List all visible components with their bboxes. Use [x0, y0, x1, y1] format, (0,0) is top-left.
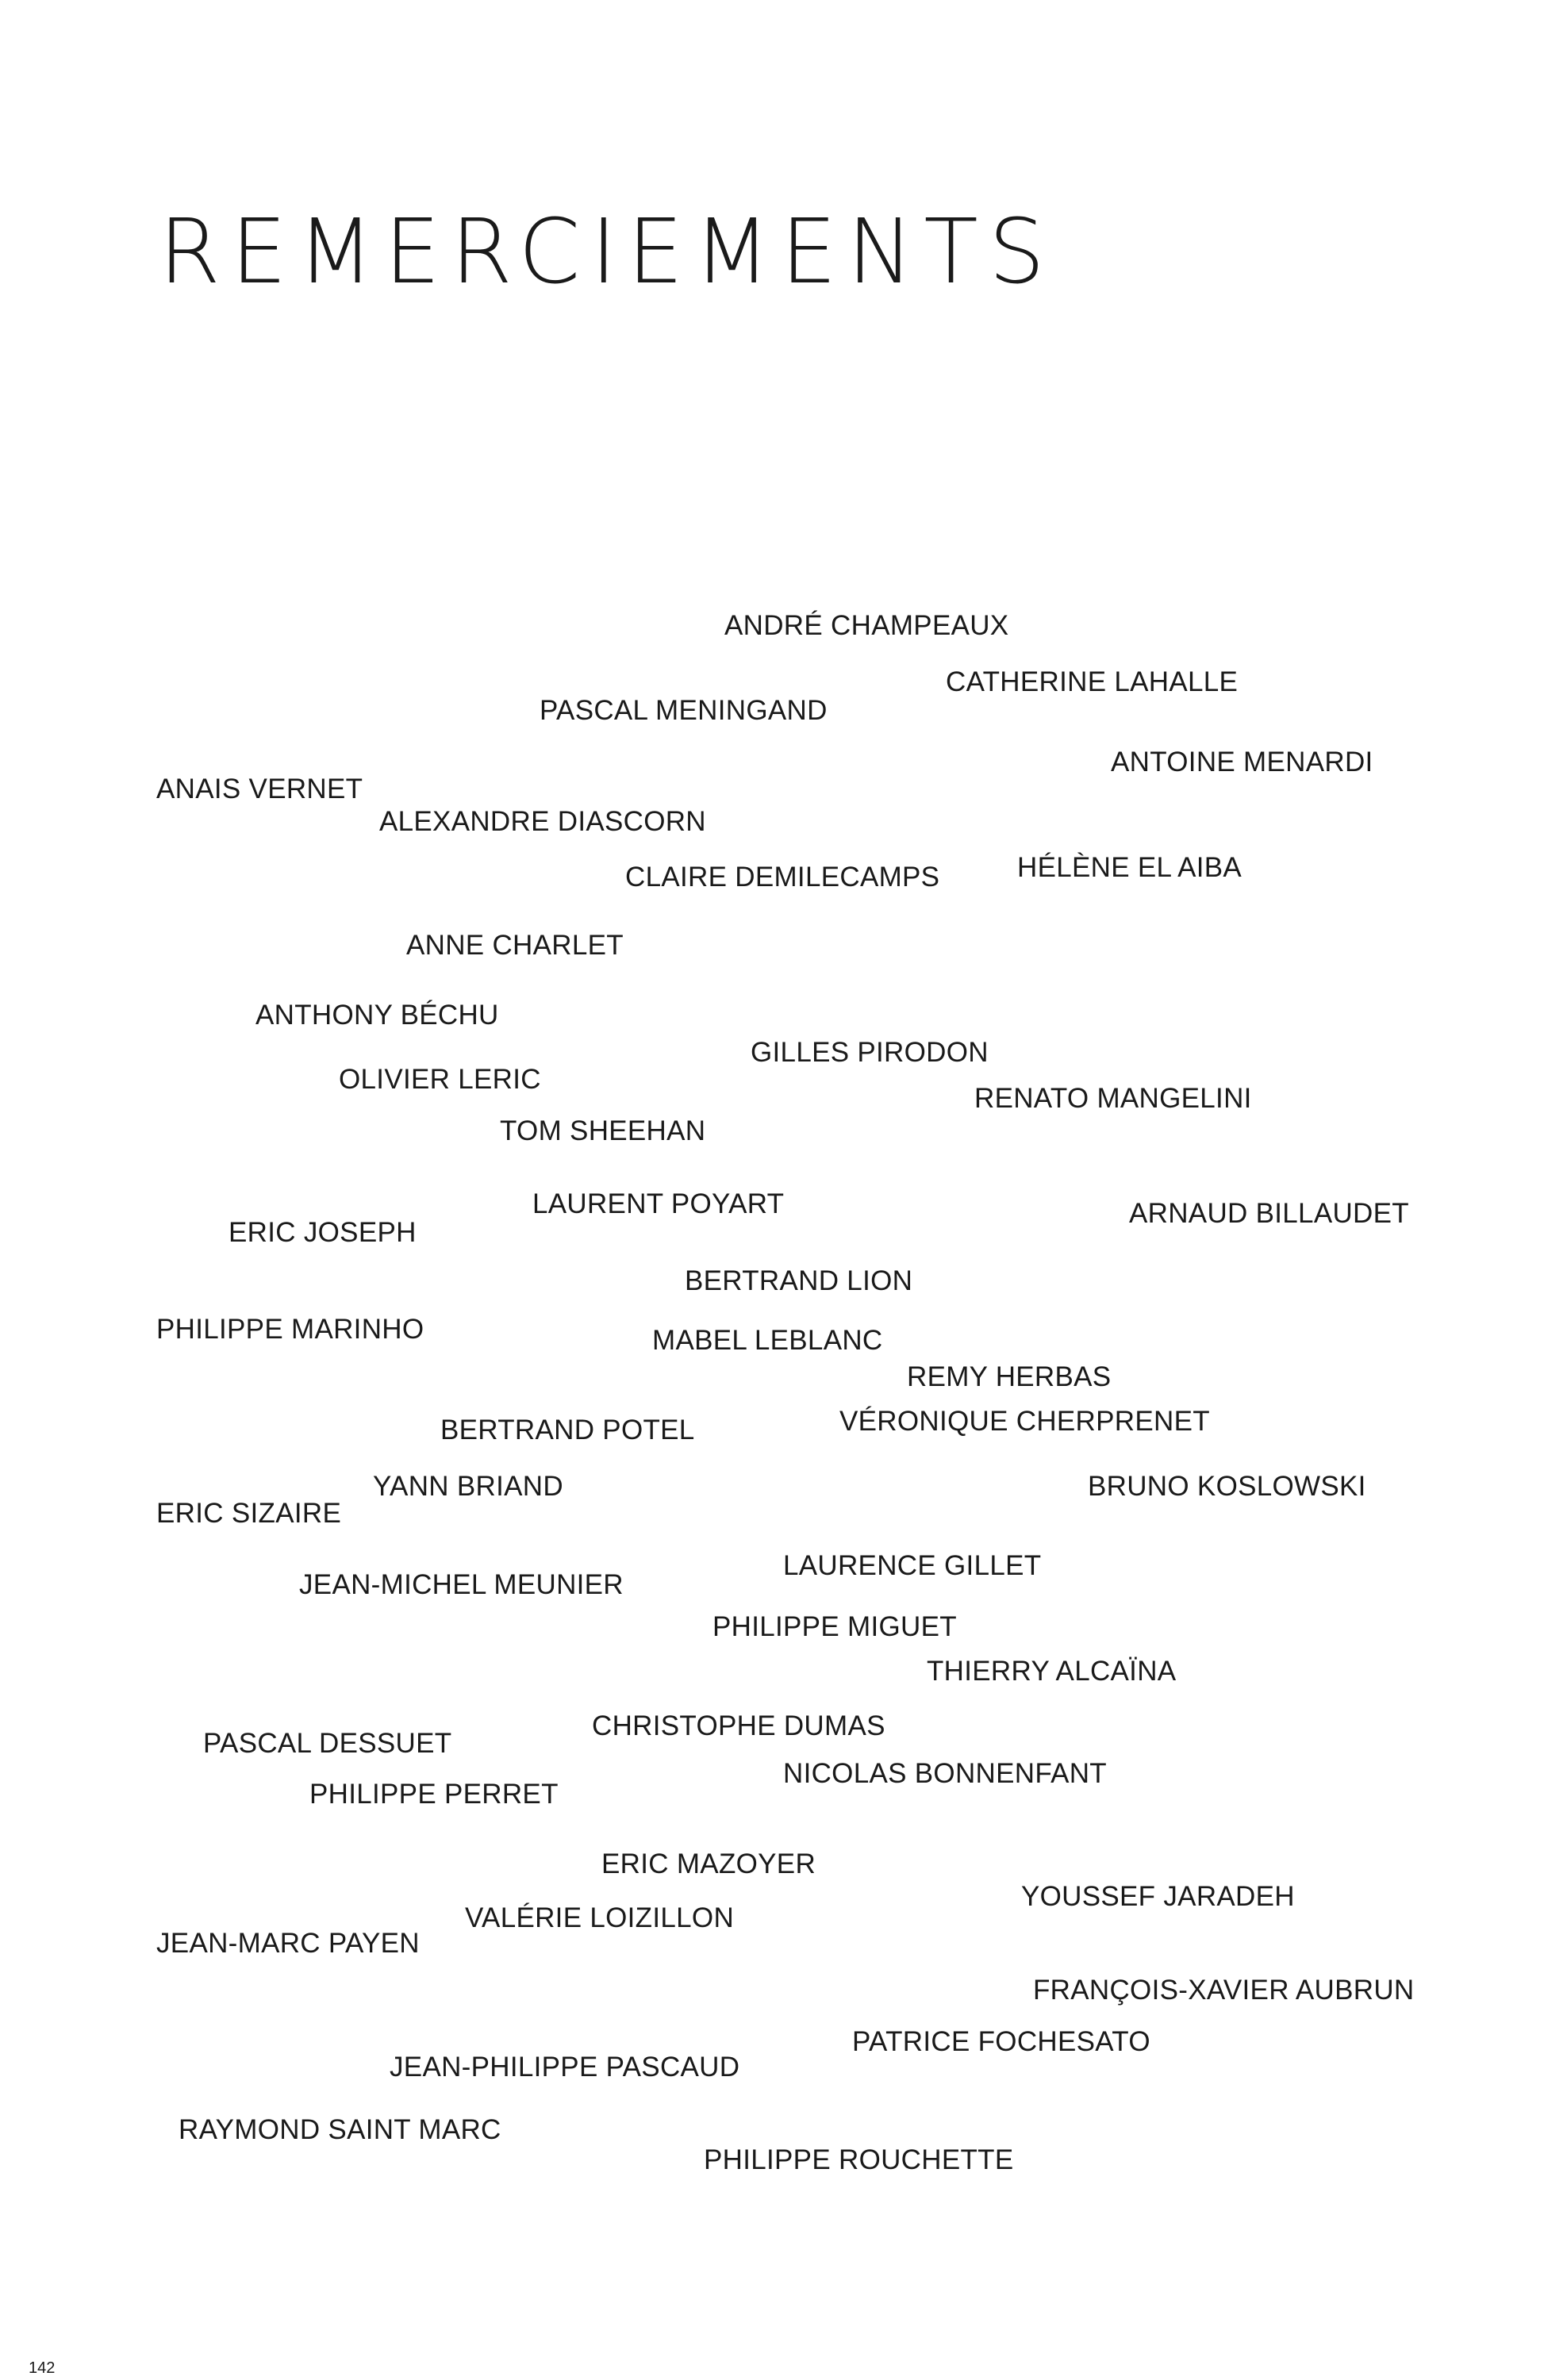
acknowledged-name: PATRICE FOCHESATO	[852, 2026, 1150, 2057]
acknowledged-name: TOM SHEEHAN	[500, 1115, 706, 1146]
acknowledged-name: ANTOINE MENARDI	[1111, 747, 1373, 777]
acknowledged-name: PHILIPPE ROUCHETTE	[704, 2144, 1014, 2175]
acknowledged-name: VÉRONIQUE CHERPRENET	[839, 1406, 1210, 1437]
acknowledged-name: RENATO MANGELINI	[974, 1083, 1252, 1114]
acknowledged-name: ANDRÉ CHAMPEAUX	[724, 610, 1009, 641]
acknowledged-name: FRANÇOIS-XAVIER AUBRUN	[1033, 1975, 1415, 2006]
acknowledged-name: PASCAL MENINGAND	[540, 695, 828, 726]
acknowledged-name: ERIC JOSEPH	[229, 1217, 417, 1248]
acknowledged-name: CATHERINE LAHALLE	[946, 666, 1239, 697]
acknowledged-name: YANN BRIAND	[373, 1471, 563, 1502]
acknowledged-name: ARNAUD BILLAUDET	[1129, 1198, 1409, 1229]
acknowledged-name: PHILIPPE MIGUET	[712, 1611, 957, 1642]
acknowledged-name: YOUSSEF JARADEH	[1021, 1881, 1295, 1912]
acknowledged-name: THIERRY ALCAÏNA	[927, 1656, 1177, 1687]
acknowledged-name: MABEL LEBLANC	[652, 1325, 883, 1356]
acknowledged-name: CLAIRE DEMILECAMPS	[625, 862, 940, 892]
acknowledged-name: PHILIPPE MARINHO	[156, 1314, 424, 1345]
acknowledged-name: ALEXANDRE DIASCORN	[379, 806, 706, 837]
acknowledged-name: BERTRAND POTEL	[440, 1415, 695, 1445]
acknowledged-name: ANTHONY BÉCHU	[255, 1000, 499, 1031]
acknowledged-name: JEAN-PHILIPPE PASCAUD	[390, 2052, 740, 2082]
acknowledged-name: JEAN-MICHEL MEUNIER	[299, 1569, 624, 1600]
acknowledged-name: RAYMOND SAINT MARC	[179, 2114, 501, 2145]
acknowledged-name: BERTRAND LION	[685, 1265, 913, 1296]
acknowledged-name: ANAIS VERNET	[156, 774, 363, 804]
acknowledged-name: PHILIPPE PERRET	[309, 1779, 559, 1810]
acknowledged-name: NICOLAS BONNENFANT	[783, 1758, 1107, 1789]
acknowledged-name: LAURENT POYART	[532, 1188, 785, 1219]
acknowledged-name: VALÉRIE LOIZILLON	[465, 1902, 735, 1933]
acknowledged-name: PASCAL DESSUET	[203, 1728, 452, 1759]
acknowledged-name: REMY HERBAS	[907, 1361, 1112, 1392]
acknowledged-name: CHRISTOPHE DUMAS	[592, 1710, 885, 1741]
acknowledged-name: BRUNO KOSLOWSKI	[1088, 1471, 1366, 1502]
acknowledged-name: JEAN-MARC PAYEN	[156, 1928, 420, 1959]
acknowledged-name: HÉLÈNE EL AIBA	[1017, 852, 1242, 883]
acknowledged-name: GILLES PIRODON	[751, 1037, 989, 1068]
acknowledged-name: LAURENCE GILLET	[783, 1550, 1042, 1581]
acknowledged-name: ANNE CHARLET	[406, 930, 624, 961]
acknowledged-name: OLIVIER LERIC	[339, 1064, 541, 1095]
page-number: 142	[29, 2359, 56, 2377]
acknowledged-name: ERIC SIZAIRE	[156, 1498, 342, 1529]
acknowledged-name: ERIC MAZOYER	[601, 1848, 816, 1879]
page-title: REMERCIEMENTS	[159, 201, 1055, 304]
